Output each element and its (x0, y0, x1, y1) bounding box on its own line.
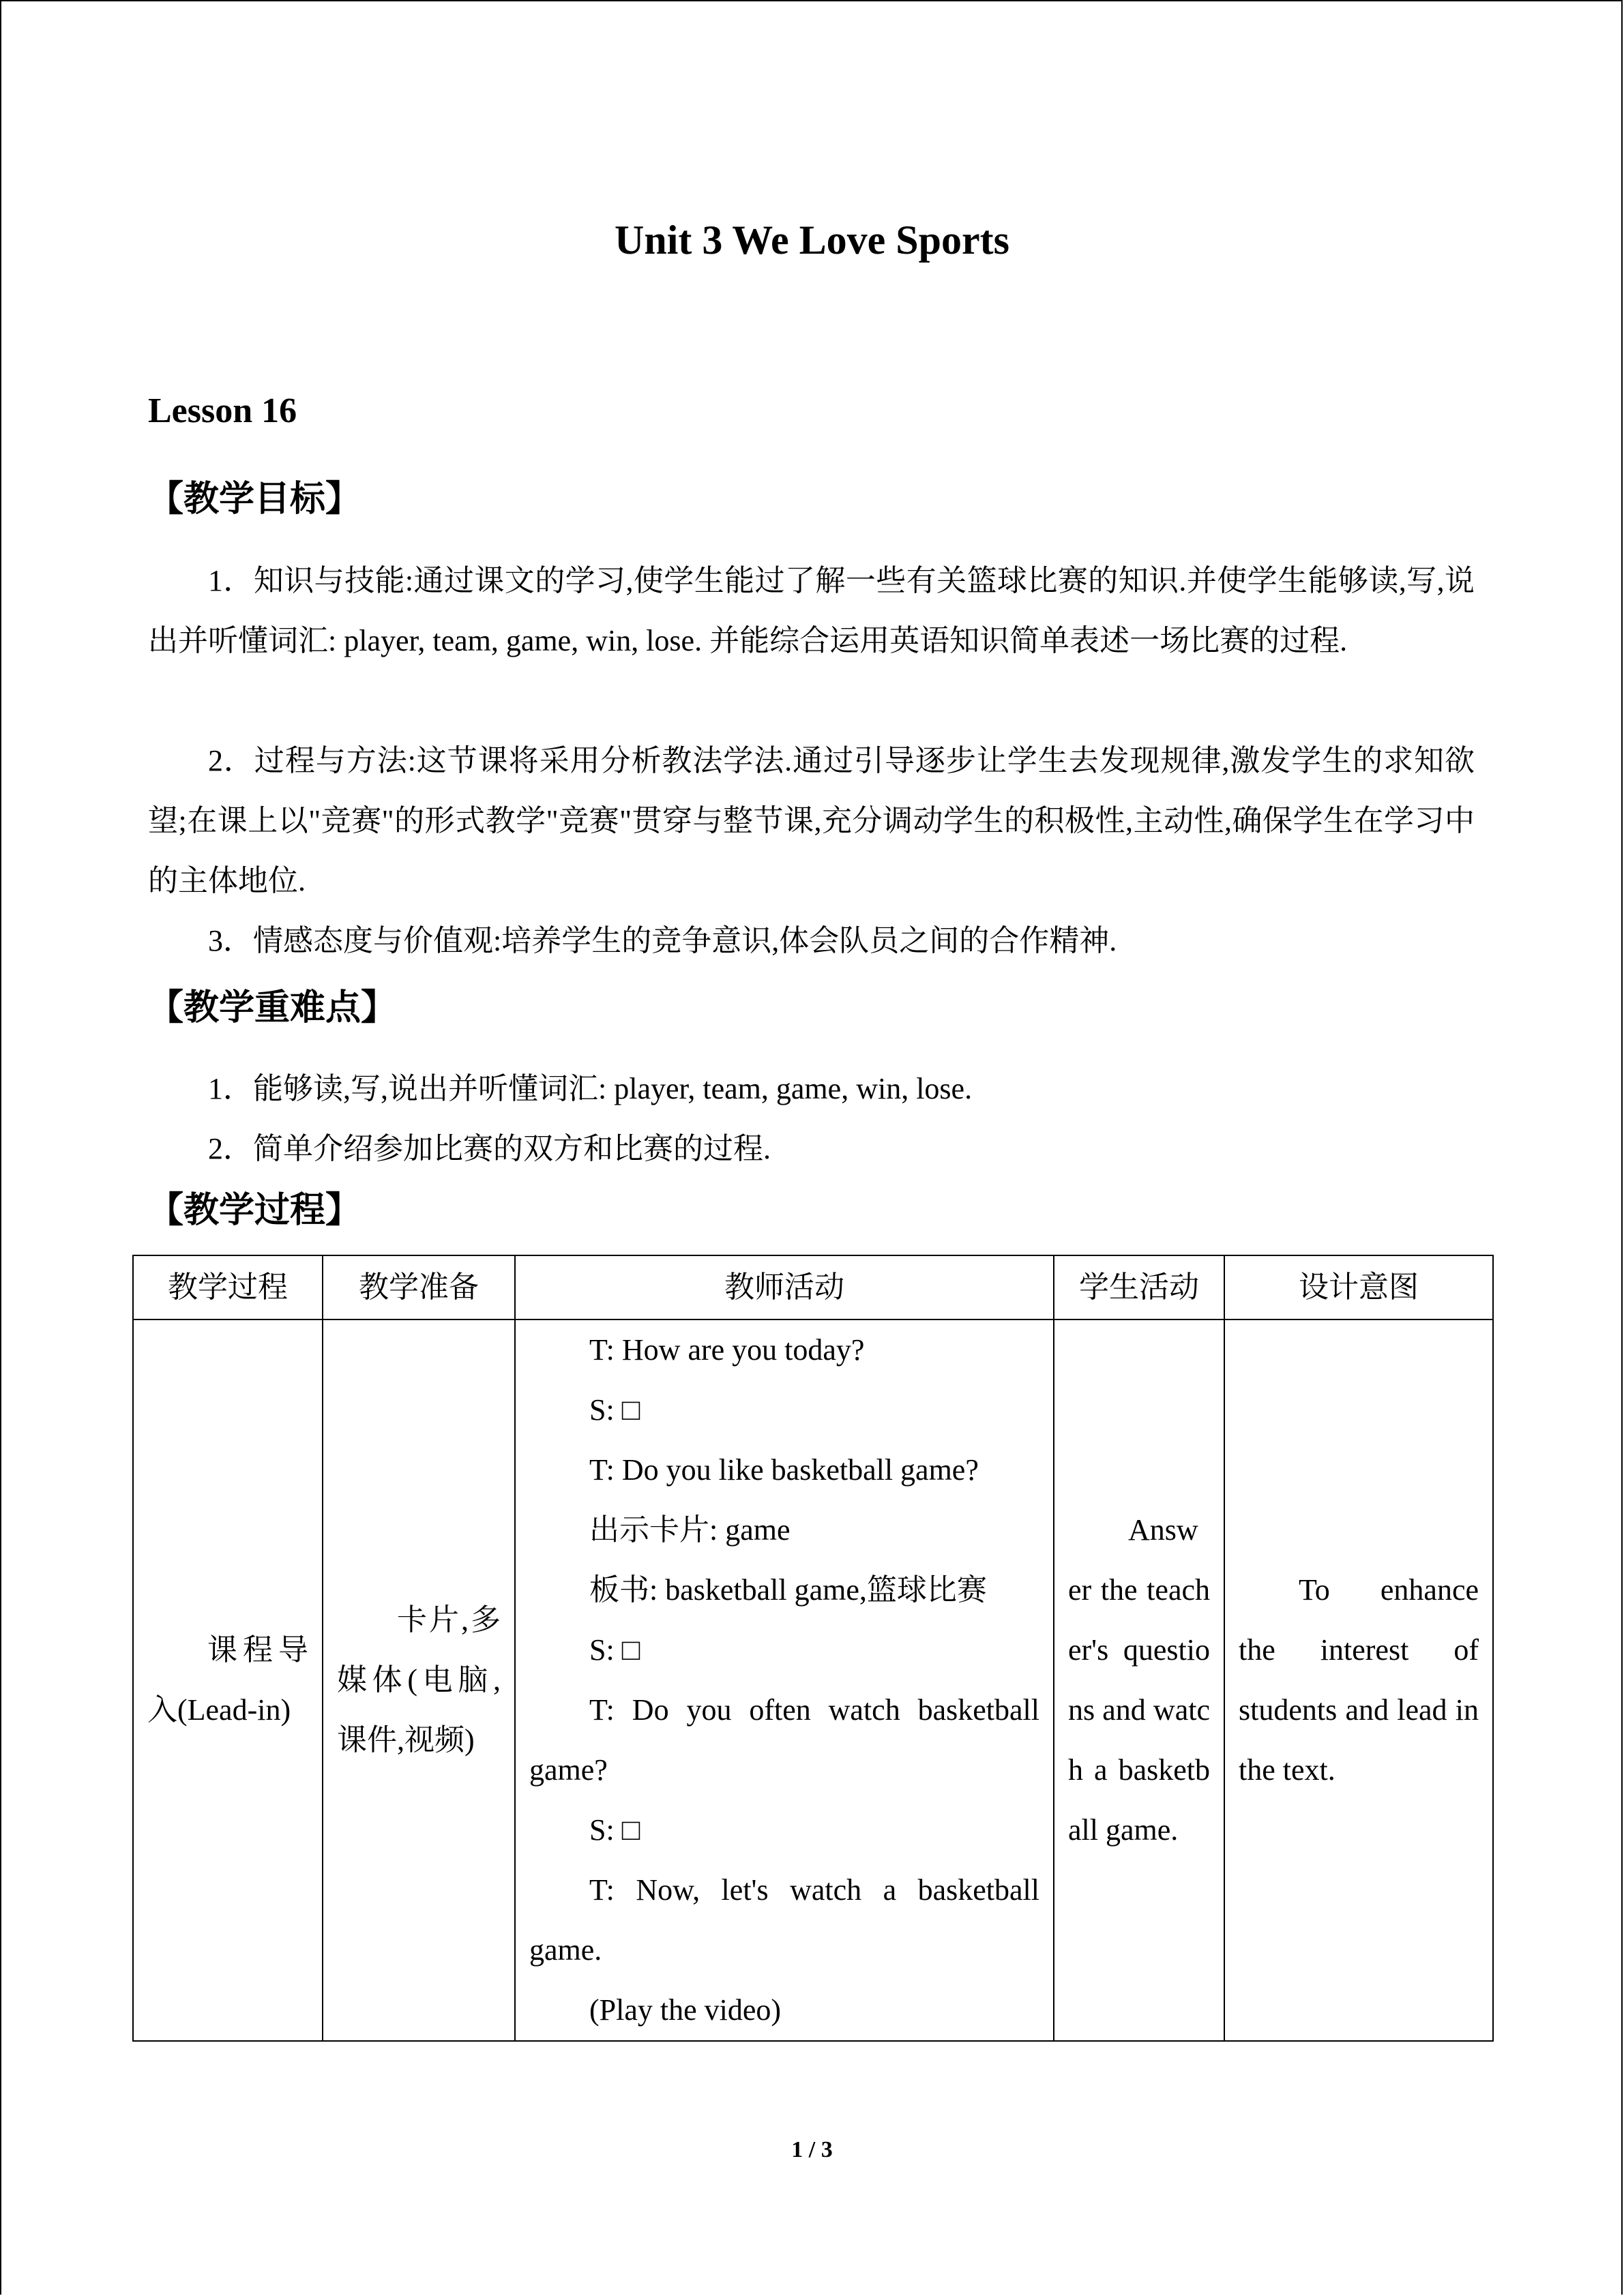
table-row (133, 1320, 1493, 2041)
preparation-cell (323, 1320, 515, 2041)
teacher-line-6: S: □ (589, 1633, 640, 1667)
table-header-row (133, 1255, 1493, 1320)
student-activity-text: Answer the teacher's questions and watch a basketball game. (1068, 1513, 1210, 1847)
header-student-activity: 学生活动 (1054, 1255, 1224, 1320)
student-activity-cell (1054, 1320, 1224, 2041)
key-point-item-2: 2．简单介绍参加比赛的双方和比赛的过程. (208, 1132, 771, 1165)
design-intent-cell (1224, 1320, 1493, 2041)
document-title: Unit 3 We Love Sports (615, 218, 1009, 263)
design-intent-text: To enhance the interest of students and lead in the text. (1239, 1573, 1479, 1787)
goal-item-3: 3．情感态度与价值观:培养学生的竞争意识,体会队员之间的合作精神. (208, 924, 1117, 957)
header-design-intent: 设计意图 (1224, 1255, 1493, 1320)
teacher-line-1: T: How are you today? (589, 1333, 865, 1367)
goal-item-1: 1．知识与技能:通过课文的学习,使学生能过了解一些有关篮球比赛的知识.并使学生能够读,写,说出并听懂词汇: player, team, game, win, lose. 并能综合运用英语知识简单表述一场比赛的过程. (148, 564, 1475, 657)
stage-text: 课程导入(Lead-in) (147, 1633, 308, 1727)
preparation-text: 卡片,多媒体(电脑,课件,视频) (337, 1603, 501, 1757)
teacher-line-4: 出示卡片: game (589, 1513, 791, 1547)
teacher-line-5: 板书: basketball game,篮球比赛 (589, 1573, 987, 1607)
teacher-line-10: (Play the video) (589, 1993, 782, 2027)
page-number: 1 / 3 (791, 2137, 833, 2162)
teacher-activity-cell (515, 1320, 1054, 2041)
process-heading: 【教学过程】 (148, 1190, 361, 1231)
teacher-line-9: T: Now, let's watch a basketball game. (529, 1873, 1039, 1967)
stage-cell (133, 1320, 323, 2041)
teacher-line-8: S: □ (589, 1813, 640, 1847)
lesson-heading: Lesson 16 (148, 391, 297, 430)
goals-heading: 【教学目标】 (148, 479, 361, 520)
lesson-process-table (132, 1255, 1494, 2042)
header-preparation: 教学准备 (323, 1255, 515, 1320)
key-point-item-1: 1．能够读,写,说出并听懂词汇: player, team, game, win, lose. (208, 1072, 973, 1105)
teacher-line-2: S: □ (589, 1393, 640, 1427)
goal-item-2: 2．过程与方法:这节课将采用分析教法学法.通过引导逐步让学生去发现规律,激发学生的求知欲望;在课上以"竞赛"的形式教学"竞赛"贯穿与整节课,充分调动学生的积极性,主动性,确保学生在学习中的主体地位. (148, 744, 1475, 897)
header-stage: 教学过程 (133, 1255, 323, 1320)
header-teacher-activity: 教师活动 (515, 1255, 1054, 1320)
teacher-line-3: T: Do you like basketball game? (589, 1453, 979, 1487)
teacher-line-7: T: Do you often watch basketball game? (529, 1693, 1039, 1787)
key-points-heading: 【教学重难点】 (148, 987, 397, 1028)
